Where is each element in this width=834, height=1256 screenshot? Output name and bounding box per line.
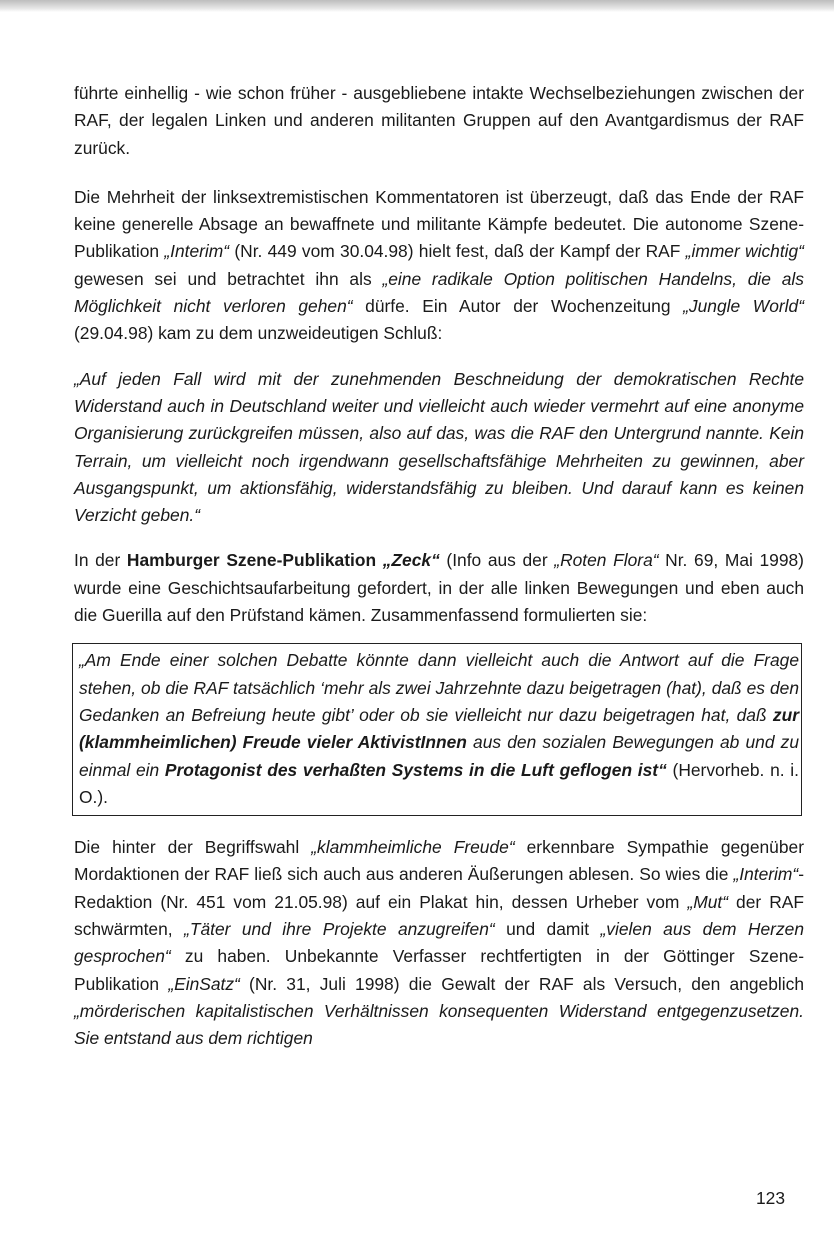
text-segment: „Roten Flora“ [554, 550, 659, 571]
text-segment: -Redaktion (Nr. 451 vom 21.05.98) auf ein Plakat hin, dessen Urheber vom [74, 864, 804, 912]
quote-zeck-text [79, 647, 799, 811]
text-segment: „Zeck“ [382, 550, 440, 571]
text-segment: „EinSatz“ [168, 973, 240, 994]
text-segment: „mörderischen kapitalistischen Verhältnissen konsequenten Widerstand entgegenzusetzen. Sie entstand aus dem richtigen [74, 1000, 804, 1049]
paragraph-linksextremistische-kommentatoren [74, 184, 804, 348]
paragraph-hamburger-zeck [74, 547, 804, 629]
quote-jungle-world [74, 366, 804, 530]
boxed-quote-zeck [72, 643, 802, 816]
page-text-column [74, 80, 804, 1053]
text-segment: dürfe. Ein Autor der Wochenzeitung [352, 296, 684, 317]
text-segment: Protagonist des verhaßten Systems in die Luft geflogen ist“ [164, 759, 667, 780]
text-segment: „Täter und ihre Projekte anzugreifen“ [184, 919, 495, 940]
text-segment: Nr. 69, Mai 1998) wurde eine Geschichtsaufarbeitung gefordert, in der alle linken Bewegungen und eben auch die Guerilla auf den Prüfstand kämen. Zusammenfassend formulierten sie: [74, 550, 804, 626]
text-segment: gewesen sei und betrachtet ihn als [74, 268, 383, 289]
text-segment: (Hervorheb. n. i. O.). [79, 759, 799, 807]
text-segment: „Interim“ [733, 864, 799, 885]
text-segment: „immer wichtig“ [685, 241, 804, 262]
text-segment: erkennbare Sympathie gegenüber Mordaktionen der RAF ließ sich auch aus anderen Äußerungen ablesen. So wies die [74, 837, 804, 885]
scan-edge-shadow [0, 0, 834, 12]
text-segment: Hamburger Szene-Publikation [126, 550, 383, 571]
text-segment: Die Mehrheit der linksextremistischen Kommentatoren ist überzeugt, daß das Ende der RAF keine generelle Absage an bewaffnete und militante Kämpfe bedeutet. Die autonome Szene-Publikation [74, 186, 804, 262]
text-segment: „Jungle World“ [683, 296, 804, 317]
text-segment: führte einhellig - wie schon früher - ausgebliebene intakte Wechselbeziehungen zwischen der RAF, der legalen Linken und anderen militanten Gruppen auf den Avantgardismus der RAF zurück. [74, 83, 804, 158]
text-segment: und damit [494, 919, 601, 940]
text-segment: „Auf jeden Fall wird mit der zunehmenden Beschneidung der demokratischen Rechte Widerstand auch in Deutschland weiter und vielleicht auch wieder vermehrt auf eine anonyme Organisierung zurückgreifen müssen, also auf das, was die RAF den Untergrund nannte. Kein Terrain, um vielleicht noch irgendwann gesellschaftsfähige Mehrheiten zu gewinnen, aber Ausgangspunkt, um aktionsfähig, widerstandsfähig zu bleiben. Und darauf kann es keinen Verzicht geben.“ [74, 368, 804, 526]
text-segment: „vielen aus dem Herzen gesprochen“ [74, 919, 804, 967]
text-segment: (Info aus der [439, 550, 555, 571]
paragraph-klammheimliche-freude [74, 834, 804, 1052]
text-segment: (Nr. 449 vom 30.04.98) hielt fest, daß der Kampf der RAF [229, 241, 686, 262]
text-segment: (Nr. 31, Juli 1998) die Gewalt der RAF als Versuch, den angeblich [239, 973, 804, 994]
text-segment: „Am Ende einer solchen Debatte könnte dann vielleicht auch die Antwort auf die Frage stehen, ob die RAF tatsächlich ‘mehr als zwei Jahrzehnte dazu beigetragen (hat), daß es den Gedanken an Befreiung heute gibt’ oder ob sie vielleicht nur dazu beigetragen hat, daß [79, 650, 799, 725]
text-segment: Die hinter der Begriffswahl [74, 837, 312, 858]
text-segment: „klammheimliche Freude“ [311, 837, 515, 858]
text-segment: In der [74, 550, 127, 571]
text-segment: zu haben. Unbekannte Verfasser rechtfertigten in der Göttinger Szene-Publikation [74, 946, 804, 994]
paragraph-raf-avantgardismus [74, 80, 804, 162]
text-segment: aus den sozialen Bewegungen ab und zu einmal ein [79, 732, 799, 780]
page-number: 123 [756, 1188, 786, 1208]
text-segment: „eine radikale Option politischen Handelns, die als Möglichkeit nicht verloren gehen“ [74, 268, 804, 317]
text-segment: zur (klammheimlichen) Freude vieler AktivistInnen [79, 704, 799, 753]
text-segment: „Mut“ [687, 891, 729, 912]
text-segment: der RAF schwärmten, [74, 891, 804, 940]
text-segment: (29.04.98) kam zu dem unzweideutigen Schluß: [74, 323, 443, 344]
text-segment: „Interim“ [164, 241, 230, 262]
